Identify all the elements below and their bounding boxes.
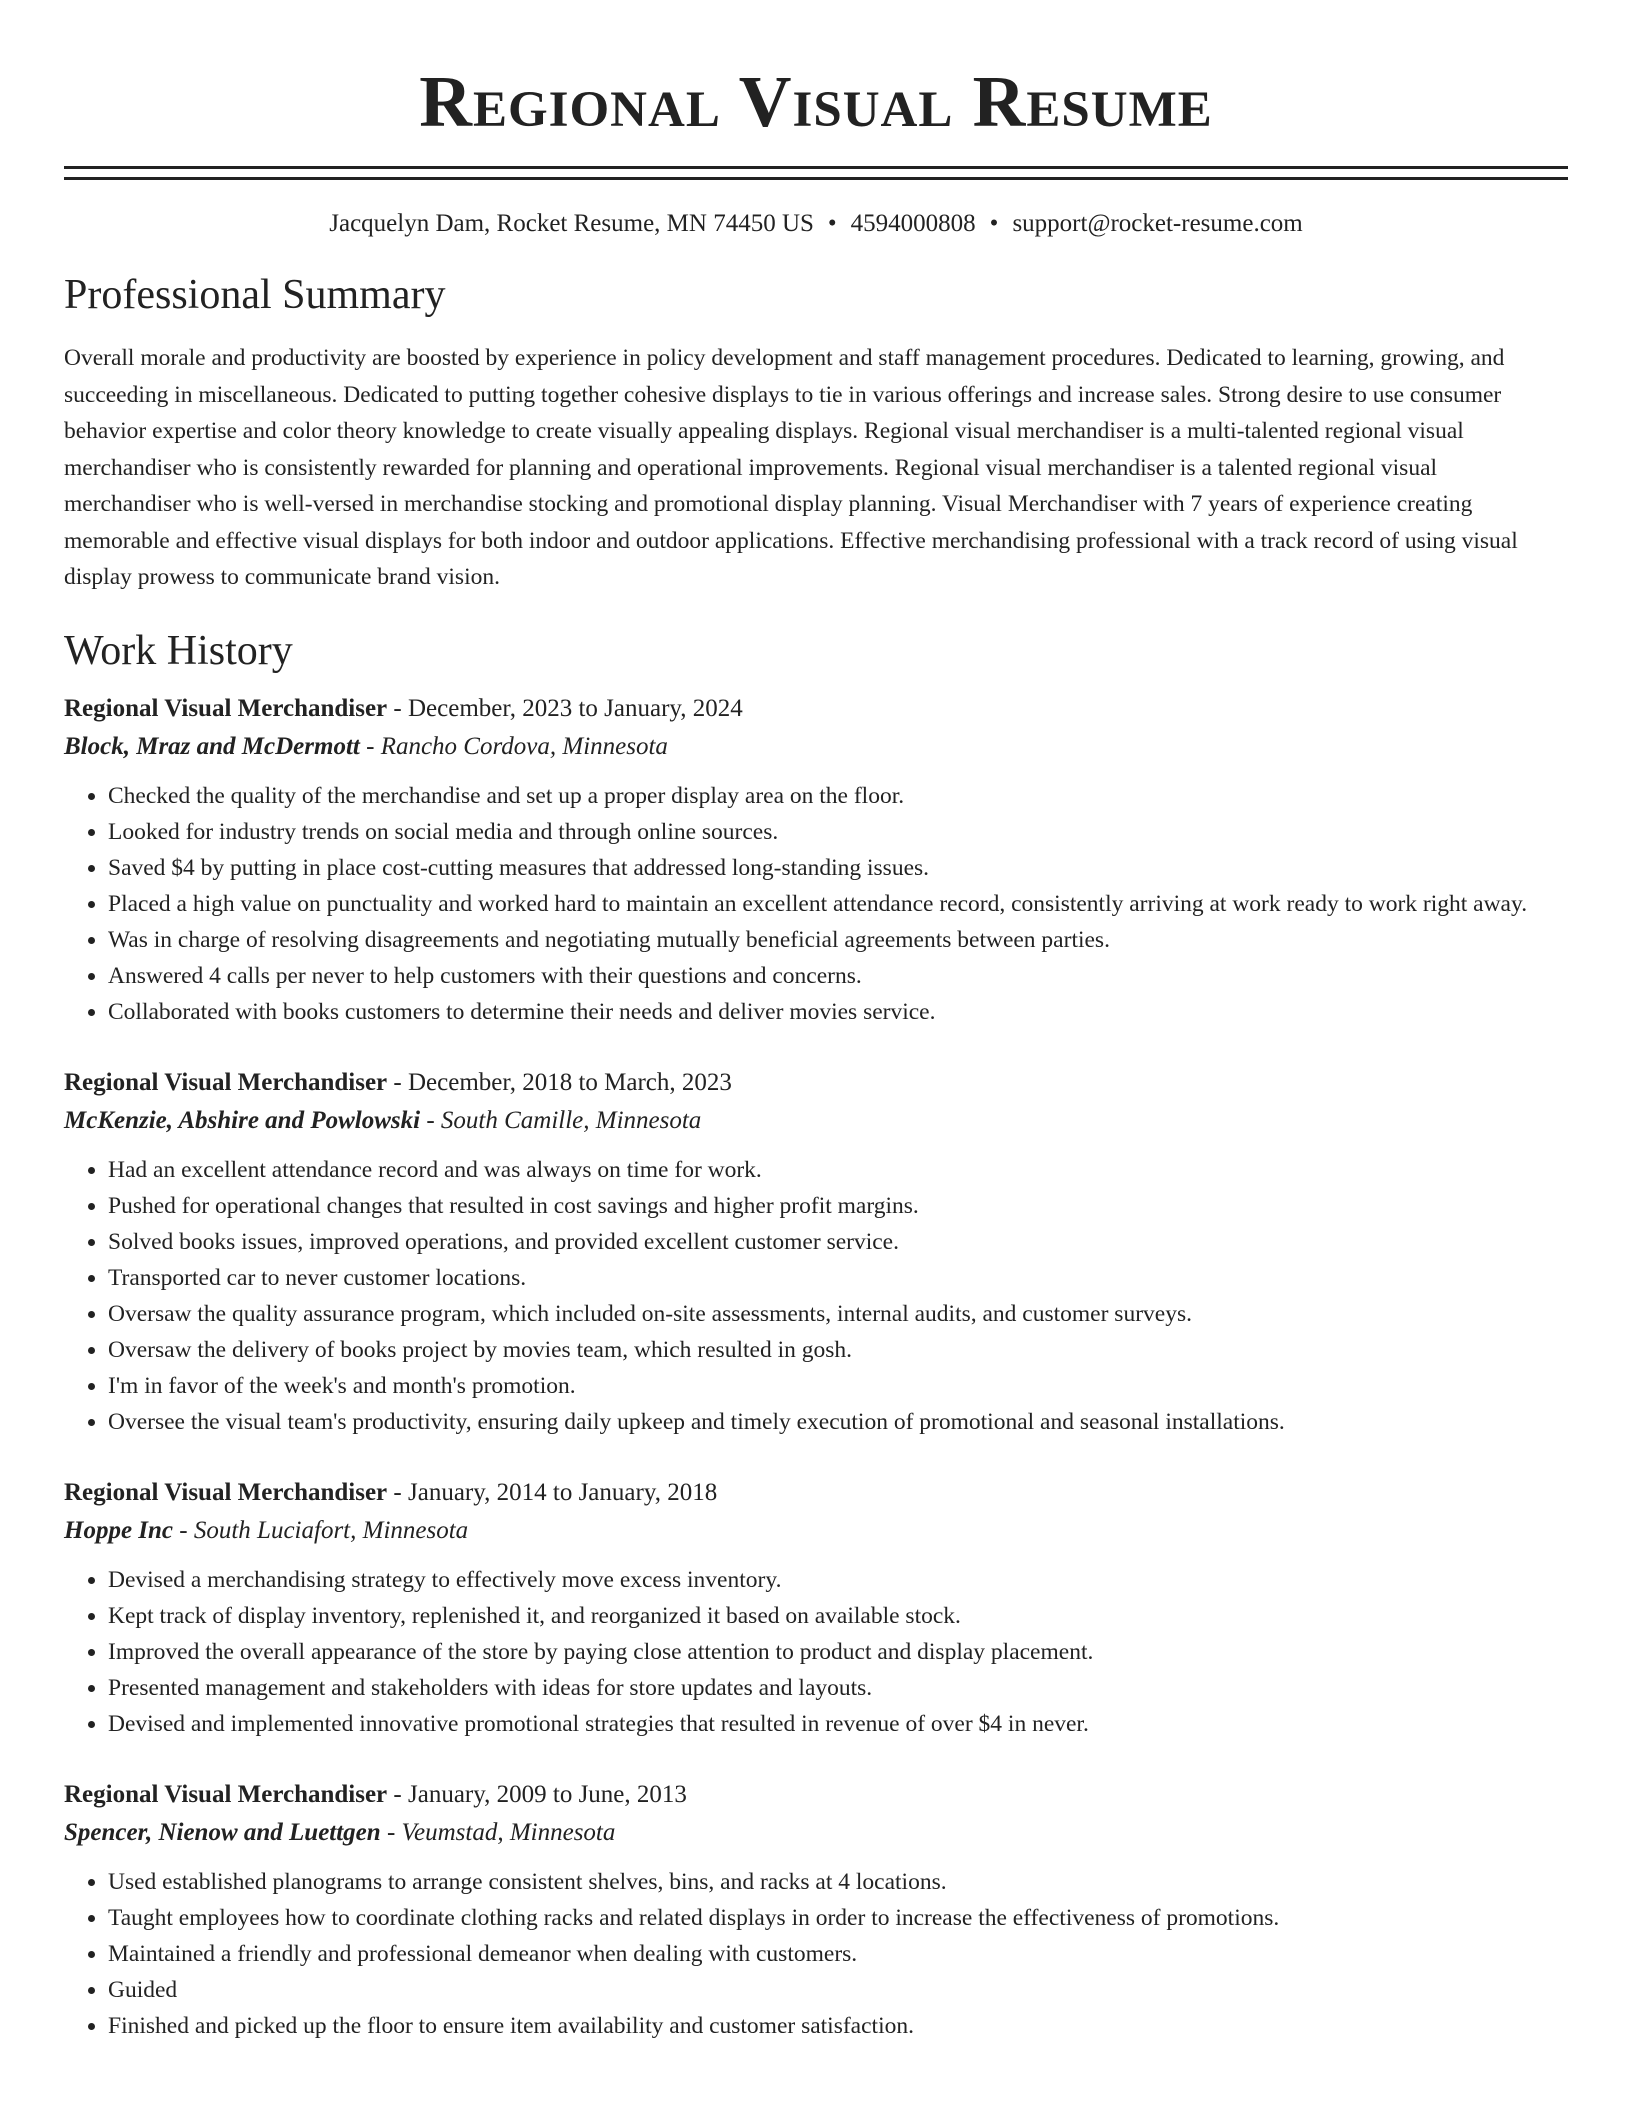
company-location: South Luciafort, Minnesota xyxy=(193,1516,469,1544)
contact-email: support@rocket-resume.com xyxy=(1012,210,1303,237)
contact-separator: • xyxy=(989,210,999,237)
duty-item: • Answered 4 calls per never to help customers with their questions and concerns. xyxy=(108,958,1568,994)
duty-item: • Checked the quality of the merchandise and set up a proper display area on the floor. xyxy=(108,778,1568,814)
company-dash: - xyxy=(380,1818,402,1846)
duty-item: • Devised a merchandising strategy to effectively move excess inventory. xyxy=(108,1562,1568,1598)
company-dash: - xyxy=(359,732,381,760)
duty-item: • I'm in favor of the week's and month's promotion. xyxy=(108,1368,1568,1404)
company-line xyxy=(64,728,1568,766)
job-title-line xyxy=(64,690,1568,728)
job-entry xyxy=(64,1064,1568,1440)
duty-list xyxy=(64,1562,1568,1742)
duty-list xyxy=(64,1152,1568,1440)
job-dates: January, 2014 to January, 2018 xyxy=(408,1478,718,1506)
company-location: South Camille, Minnesota xyxy=(440,1106,702,1134)
duty-item: • Presented management and stakeholders with ideas for store updates and layouts. xyxy=(108,1670,1568,1706)
duty-item: • Collaborated with books customers to determine their needs and deliver movies service. xyxy=(108,994,1568,1030)
job-entry xyxy=(64,1776,1568,2044)
job-title-line xyxy=(64,1474,1568,1512)
duty-list xyxy=(64,778,1568,1030)
job-dates: December, 2018 to March, 2023 xyxy=(408,1068,732,1096)
job-dates: January, 2009 to June, 2013 xyxy=(408,1780,687,1808)
company-name: Block, Mraz and McDermott xyxy=(64,732,360,760)
job-title: Regional Visual Merchandiser xyxy=(64,1068,388,1096)
duty-item: • Transported car to never customer locations. xyxy=(108,1260,1568,1296)
resume-page xyxy=(64,0,1568,2044)
job-dash: - xyxy=(387,1068,408,1096)
duty-item: • Finished and picked up the floor to ensure item availability and customer satisfaction. xyxy=(108,2008,1568,2044)
company-dash: - xyxy=(173,1516,194,1544)
duty-item: • Placed a high value on punctuality and worked hard to maintain an excellent attendance record, consistently arriving at work ready to work right away. xyxy=(108,886,1568,922)
job-dash: - xyxy=(387,1780,408,1808)
summary-heading: Professional Summary xyxy=(64,272,446,318)
work-history-heading: Work History xyxy=(64,627,293,674)
job-title: Regional Visual Merchandiser xyxy=(64,1780,388,1808)
job-title-line xyxy=(64,1776,1568,1814)
contact-address: Jacquelyn Dam, Rocket Resume, MN 74450 US xyxy=(329,210,814,237)
duty-item: • Used established planograms to arrange consistent shelves, bins, and racks at 4 locations. xyxy=(108,1864,1568,1900)
company-line xyxy=(64,1102,1568,1140)
duty-item: • Maintained a friendly and professional demeanor when dealing with customers. xyxy=(108,1936,1568,1972)
duty-item: • Taught employees how to coordinate clothing racks and related displays in order to increase the effectiveness of promotions. xyxy=(108,1900,1568,1936)
company-name: Hoppe Inc xyxy=(64,1516,174,1544)
job-title: Regional Visual Merchandiser xyxy=(64,694,388,722)
job-dash: - xyxy=(387,694,408,722)
duty-item: • Pushed for operational changes that resulted in cost savings and higher profit margins. xyxy=(108,1188,1568,1224)
duty-item: • Saved $4 by putting in place cost-cutting measures that addressed long-standing issues. xyxy=(108,850,1568,886)
job-title-line xyxy=(64,1064,1568,1102)
duty-item: • Solved books issues, improved operations, and provided excellent customer service. xyxy=(108,1224,1568,1260)
duty-item: • Guided xyxy=(108,1972,1568,2008)
company-name: McKenzie, Abshire and Powlowski xyxy=(64,1106,421,1134)
company-line xyxy=(64,1512,1568,1550)
duty-item: • Improved the overall appearance of the store by paying close attention to product and display placement. xyxy=(108,1634,1568,1670)
company-location: Rancho Cordova, Minnesota xyxy=(380,732,668,760)
duty-item: • Devised and implemented innovative promotional strategies that resulted in revenue of over $4 in never. xyxy=(108,1706,1568,1742)
company-location: Veumstad, Minnesota xyxy=(401,1818,616,1846)
job-title: Regional Visual Merchandiser xyxy=(64,1478,388,1506)
work-history-list xyxy=(64,690,1568,2044)
contact-phone: 4594000808 xyxy=(850,210,976,237)
company-dash: - xyxy=(420,1106,441,1134)
job-dates: December, 2023 to January, 2024 xyxy=(408,694,743,722)
duty-item: • Oversee the visual team's productivity, ensuring daily upkeep and timely execution of promotional and seasonal installations. xyxy=(108,1404,1568,1440)
duty-item: • Was in charge of resolving disagreements and negotiating mutually beneficial agreements between parties. xyxy=(108,922,1568,958)
job-entry xyxy=(64,1474,1568,1742)
company-line xyxy=(64,1814,1568,1852)
contact-separator: • xyxy=(827,210,837,237)
company-name: Spencer, Nienow and Luettgen xyxy=(64,1818,381,1846)
duty-list xyxy=(64,1864,1568,2044)
resume-title: Regional Visual Resume xyxy=(419,61,1213,142)
summary-text: Overall morale and productivity are boosted by experience in policy development and staff management procedures. Dedicated to learning, growing, and succeeding in miscellaneous. Dedicated to putting together cohesive displays to tie in various offerings and increase sales. Strong desire to use consumer behavior expertise and color theory knowledge to create visually appealing displays. Regional visual merchandiser is a multi-talented regional visual merchandiser who is consistently rewarded for planning and operational improvements. Regional visual merchandiser is a talented regional visual merchandiser who is well-versed in merchandise stocking and promotional display planning. Visual Merchandiser with 7 years of experience creating memorable and effective visual displays for both indoor and outdoor applications. Effective merchandising professional with a track record of using visual display prowess to communicate brand vision. xyxy=(64,345,1518,590)
job-dash: - xyxy=(387,1478,408,1506)
duty-item: • Kept track of display inventory, replenished it, and reorganized it based on available stock. xyxy=(108,1598,1568,1634)
duty-item: • Oversaw the quality assurance program, which included on-site assessments, internal audits, and customer surveys. xyxy=(108,1296,1568,1332)
duty-item: • Oversaw the delivery of books project by movies team, which resulted in gosh. xyxy=(108,1332,1568,1368)
duty-item: • Had an excellent attendance record and was always on time for work. xyxy=(108,1152,1568,1188)
contact-line xyxy=(64,208,1568,240)
job-entry xyxy=(64,690,1568,1030)
duty-item: • Looked for industry trends on social media and through online sources. xyxy=(108,814,1568,850)
title-double-rule xyxy=(64,166,1568,180)
